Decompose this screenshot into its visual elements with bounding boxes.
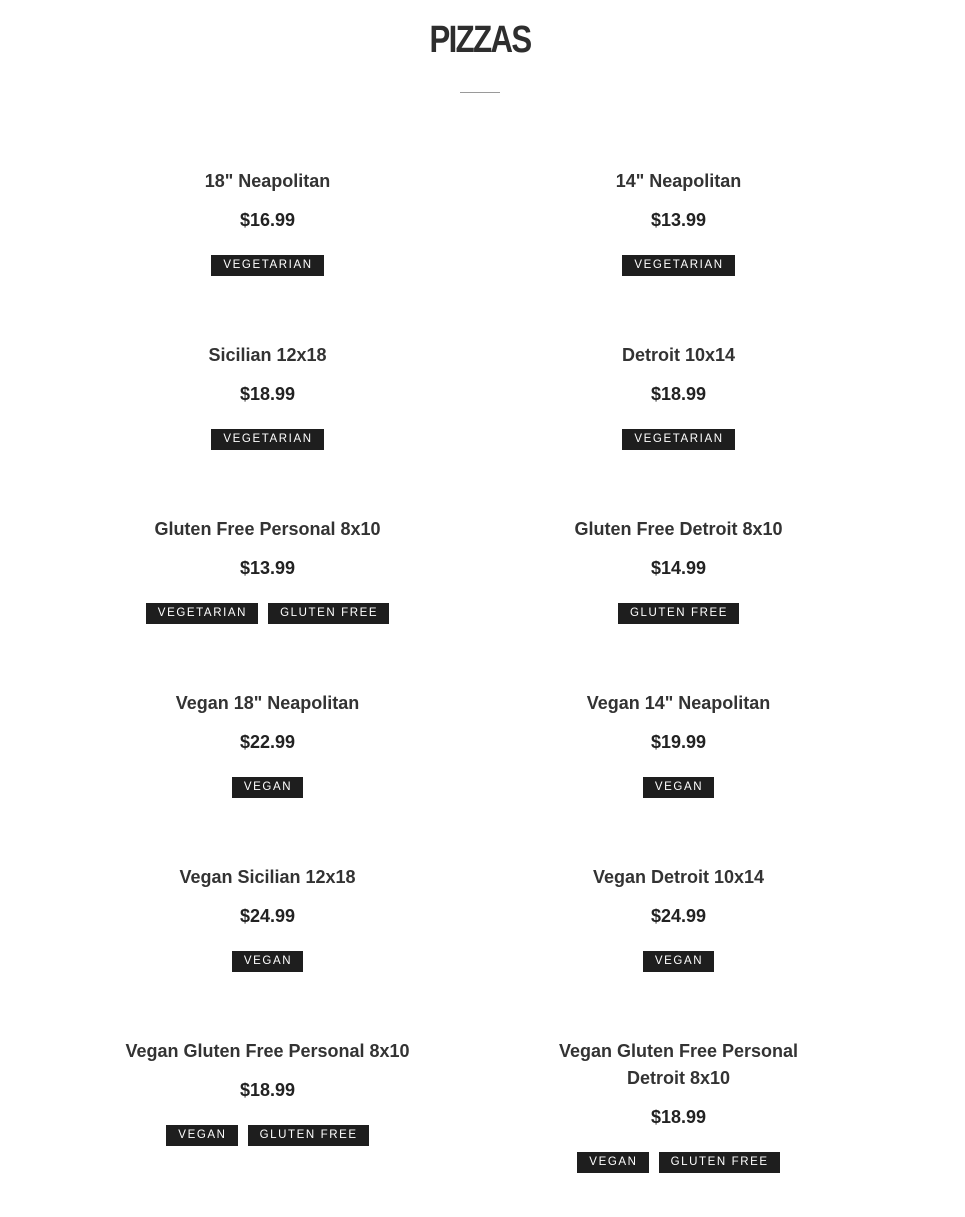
- menu-item: [473, 342, 884, 516]
- dietary-tag: VEGAN: [577, 1152, 648, 1173]
- item-tags: [473, 951, 884, 972]
- menu-item: [473, 1038, 884, 1212]
- item-tags: [62, 1125, 473, 1146]
- menu-item: [62, 690, 473, 864]
- item-price: $19.99: [650, 732, 707, 752]
- dietary-tag: VEGAN: [643, 951, 714, 972]
- item-tags: [62, 603, 473, 624]
- item-name: Vegan 14" Neapolitan: [586, 693, 771, 713]
- menu-item: [473, 516, 884, 690]
- item-name: 18" Neapolitan: [204, 171, 331, 191]
- dietary-tag: VEGETARIAN: [146, 603, 258, 624]
- menu-item: [62, 516, 473, 690]
- item-tags: [473, 777, 884, 798]
- item-price: $14.99: [650, 558, 707, 578]
- item-name: 14" Neapolitan: [615, 171, 742, 191]
- item-tags: [473, 603, 884, 624]
- menu-item: [473, 864, 884, 1038]
- dietary-tag: VEGETARIAN: [211, 255, 323, 276]
- item-tags: [473, 255, 884, 276]
- item-tags: [62, 951, 473, 972]
- item-price: $13.99: [239, 558, 296, 578]
- menu-grid: [62, 168, 884, 1212]
- dietary-tag: GLUTEN FREE: [618, 603, 739, 624]
- item-price: $18.99: [650, 1107, 707, 1127]
- item-tags: [62, 255, 473, 276]
- menu-item: [473, 168, 884, 342]
- item-price: $16.99: [239, 210, 296, 230]
- dietary-tag: VEGETARIAN: [622, 429, 734, 450]
- item-tags: [62, 777, 473, 798]
- dietary-tag: VEGAN: [232, 777, 303, 798]
- item-name: Detroit 10x14: [621, 345, 736, 365]
- item-name: Vegan 18" Neapolitan: [175, 693, 360, 713]
- item-price: $24.99: [239, 906, 296, 926]
- menu-item: [473, 690, 884, 864]
- item-price: $24.99: [650, 906, 707, 926]
- dietary-tag: GLUTEN FREE: [268, 603, 389, 624]
- dietary-tag: VEGETARIAN: [622, 255, 734, 276]
- item-price: $18.99: [239, 384, 296, 404]
- item-tags: [473, 1152, 884, 1173]
- dietary-tag: GLUTEN FREE: [248, 1125, 369, 1146]
- item-tags: [473, 429, 884, 450]
- item-name: Gluten Free Detroit 8x10: [574, 519, 783, 539]
- item-name: Vegan Gluten Free Personal 8x10: [125, 1041, 410, 1061]
- item-name: Vegan Gluten Free Personal Detroit 8x10: [558, 1041, 799, 1088]
- item-name: Vegan Detroit 10x14: [592, 867, 765, 887]
- menu-item: [62, 864, 473, 1038]
- item-tags: [62, 429, 473, 450]
- section-title: PIZZAS: [429, 19, 531, 61]
- dietary-tag: VEGAN: [643, 777, 714, 798]
- dietary-tag: VEGAN: [166, 1125, 237, 1146]
- item-name: Gluten Free Personal 8x10: [154, 519, 381, 539]
- item-price: $13.99: [650, 210, 707, 230]
- item-price: $22.99: [239, 732, 296, 752]
- dietary-tag: GLUTEN FREE: [659, 1152, 780, 1173]
- item-price: $18.99: [239, 1080, 296, 1100]
- dietary-tag: VEGAN: [232, 951, 303, 972]
- menu-item: [62, 342, 473, 516]
- dietary-tag: VEGETARIAN: [211, 429, 323, 450]
- menu-item: [62, 1038, 473, 1212]
- item-name: Sicilian 12x18: [208, 345, 327, 365]
- item-name: Vegan Sicilian 12x18: [179, 867, 356, 887]
- title-divider: [460, 92, 500, 93]
- item-price: $18.99: [650, 384, 707, 404]
- menu-item: [62, 168, 473, 342]
